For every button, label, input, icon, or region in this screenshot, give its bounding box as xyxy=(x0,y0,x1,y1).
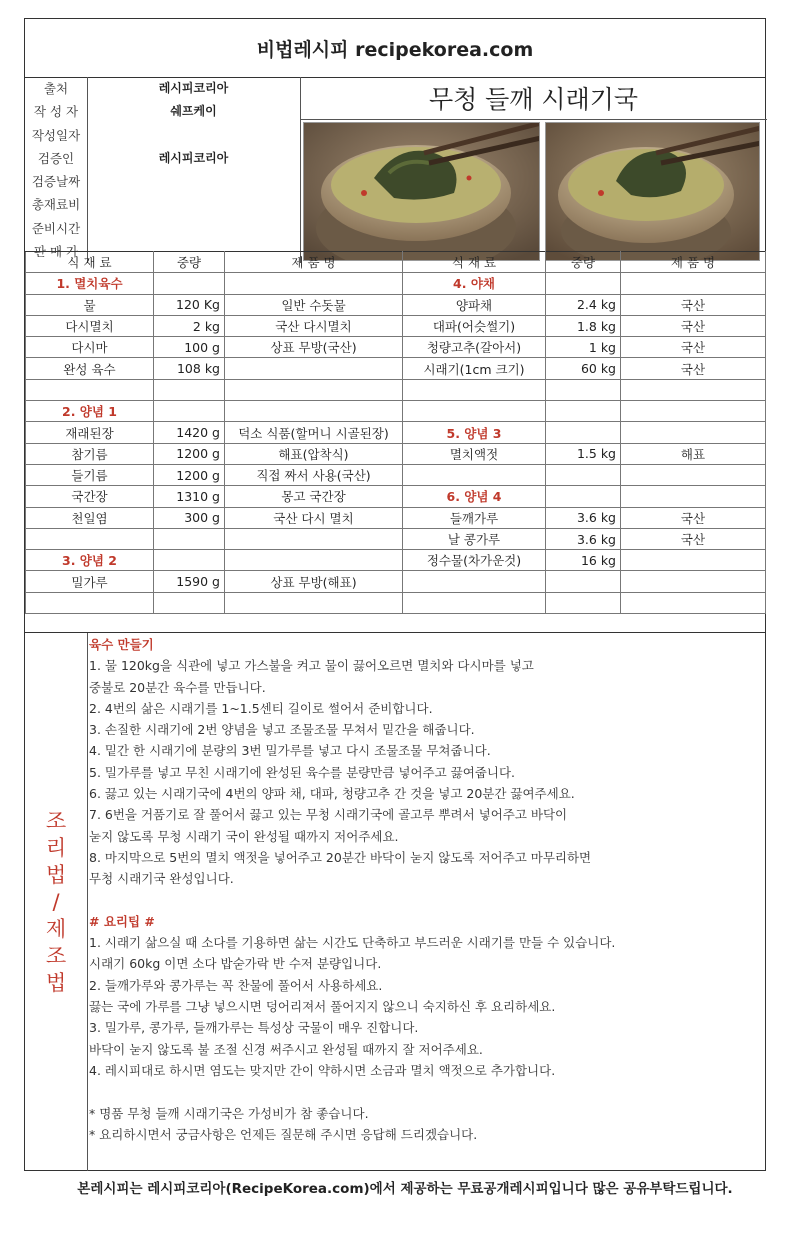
ingredient-product: 국산 다시멸치 xyxy=(225,315,403,336)
meta-label: 작성일자 xyxy=(31,127,81,143)
ingredient-qty: 3.6 kg xyxy=(546,528,621,549)
ingredient-name: 재래된장 xyxy=(26,422,154,443)
meta-value xyxy=(87,193,300,216)
method-section xyxy=(25,632,765,1171)
method-label-char: 법 xyxy=(45,862,67,887)
meta-label: 검증인 xyxy=(37,150,75,166)
ingredient-qty: 1200 g xyxy=(154,464,225,485)
meta-label: 판 매 가 xyxy=(33,243,79,259)
ingredient-product: 해표(압착식) xyxy=(225,443,403,464)
section-heading: 4. 야채 xyxy=(403,273,546,294)
method-label-char: 조 xyxy=(45,808,67,833)
ingredient-product xyxy=(621,550,766,571)
ingredient-qty: 100 g xyxy=(154,337,225,358)
method-label-char: 법 xyxy=(45,970,67,995)
ingredient-qty: 1200 g xyxy=(154,443,225,464)
method-line: 4. 레시피대로 하시면 염도는 맞지만 간이 약하시면 소금과 멸치 액젓으로 추가합니다. xyxy=(89,1062,556,1078)
meta-label: 총재료비 xyxy=(31,197,81,213)
ingredient-product: 국산 다시 멸치 xyxy=(225,507,403,528)
table-row xyxy=(26,315,766,336)
table-row xyxy=(26,401,766,422)
ingredient-name: 밀가루 xyxy=(26,571,154,592)
ingredient-qty: 1590 g xyxy=(154,571,225,592)
ingredient-qty xyxy=(546,592,621,613)
table-row xyxy=(26,443,766,464)
ingredient-product: 국산 xyxy=(621,315,766,336)
method-line: 시래기 60kg 이면 소다 밥숟가락 반 수저 분량입니다. xyxy=(89,956,382,972)
method-line: 1. 물 120kg을 식관에 넣고 가스불을 켜고 물이 끓어오르면 멸치와 다시마를 넣고 xyxy=(89,658,534,674)
footer-note: 본레시피는 레시피코리아(RecipeKorea.com)에서 제공하는 무료공개레시피입니다 많은 공유부탁드립니다. xyxy=(77,1181,733,1197)
ingredient-qty xyxy=(154,550,225,571)
ingredient-name xyxy=(403,592,546,613)
ingredient-name: 양파채 xyxy=(403,294,546,315)
ingredient-name: 들깨가루 xyxy=(403,507,546,528)
ingredient-qty xyxy=(546,422,621,443)
ingredient-product: 직접 짜서 사용(국산) xyxy=(225,464,403,485)
table-row xyxy=(26,528,766,549)
ingredient-product xyxy=(621,401,766,422)
method-label xyxy=(25,633,88,1171)
ingredient-product xyxy=(621,273,766,294)
ingredient-product xyxy=(621,422,766,443)
column-header: 제 품 명 xyxy=(225,252,403,273)
ingredient-name: 들기름 xyxy=(26,464,154,485)
method-line: 8. 마지막으로 5번의 멸치 액젓을 넣어주고 20분간 바닥이 눋지 않도록 저어주고 마무리하면 xyxy=(89,849,592,865)
method-line: 5. 밀가루를 넣고 무친 시래기에 완성된 육수를 분량만큼 넣어주고 끓여줍니다. xyxy=(89,764,515,780)
section-heading: 2. 양념 1 xyxy=(26,401,154,422)
method-line: 3. 손질한 시래기에 2번 양념을 넣고 조물조물 무쳐서 밑간을 해줍니다. xyxy=(89,722,475,738)
meta-labels xyxy=(25,77,88,263)
ingredient-qty xyxy=(546,273,621,294)
table-row xyxy=(26,273,766,294)
section-heading: 5. 양념 3 xyxy=(403,422,546,443)
table-row xyxy=(26,592,766,613)
table-row xyxy=(26,337,766,358)
ingredient-name: 날 콩가루 xyxy=(403,528,546,549)
table-row xyxy=(26,486,766,507)
ingredient-name: 정수물(차가운것) xyxy=(403,550,546,571)
ingredient-name xyxy=(26,379,154,400)
meta-value xyxy=(87,124,300,147)
ingredient-qty: 108 kg xyxy=(154,358,225,379)
ingredient-product: 국산 xyxy=(621,294,766,315)
method-line: 4. 밑간 한 시래기에 분량의 3번 밀가루를 넣고 다시 조물조물 무쳐줍니다. xyxy=(89,743,491,759)
ingredient-name xyxy=(403,464,546,485)
meta-value: 쉐프케이 xyxy=(170,104,217,119)
method-label-char: / xyxy=(52,889,60,914)
meta-value: 레시피코리아 xyxy=(158,150,229,165)
table-row xyxy=(26,464,766,485)
ingredient-qty: 3.6 kg xyxy=(546,507,621,528)
ingredient-product xyxy=(621,464,766,485)
method-body xyxy=(89,634,759,1145)
ingredient-name: 대파(어슷썰기) xyxy=(403,315,546,336)
ingredient-product: 국산 xyxy=(621,337,766,358)
method-line: 1. 시래기 삶으실 때 소다를 기용하면 삶는 시간도 단축하고 부드러운 시래기를 만들 수 있습니다. xyxy=(89,935,616,951)
ingredient-product: 몽고 국간장 xyxy=(225,486,403,507)
ingredient-product xyxy=(225,550,403,571)
ingredient-product xyxy=(225,401,403,422)
ingredient-qty xyxy=(546,401,621,422)
method-label-char: 조 xyxy=(45,943,67,968)
column-header: 식 재 료 xyxy=(26,252,154,273)
ingredient-product xyxy=(621,486,766,507)
ingredient-product xyxy=(621,571,766,592)
ingredient-name xyxy=(403,571,546,592)
ingredient-qty: 2.4 kg xyxy=(546,294,621,315)
ingredient-product: 덕소 식품(할머니 시골된장) xyxy=(225,422,403,443)
meta-label: 출처 xyxy=(43,81,69,96)
meta-values xyxy=(87,77,301,263)
ingredient-qty xyxy=(154,528,225,549)
ingredient-product xyxy=(225,528,403,549)
ingredient-qty xyxy=(154,379,225,400)
table-row xyxy=(26,550,766,571)
ingredient-name: 국간장 xyxy=(26,486,154,507)
recipe-sheet xyxy=(24,18,766,1171)
table-row xyxy=(26,294,766,315)
method-line: 중불로 20분간 육수를 만듭니다. xyxy=(89,679,266,695)
ingredient-product xyxy=(225,379,403,400)
method-line: 무청 시래기국 완성입니다. xyxy=(89,871,234,887)
method-heading: 육수 만들기 xyxy=(89,637,154,652)
ingredient-qty: 1.8 kg xyxy=(546,315,621,336)
ingredient-qty xyxy=(154,592,225,613)
table-row xyxy=(26,358,766,379)
ingredient-qty xyxy=(154,401,225,422)
method-line: * 명품 무청 들깨 시래기국은 가성비가 참 좋습니다. xyxy=(89,1105,369,1121)
method-label-char: 리 xyxy=(45,835,67,860)
ingredient-name xyxy=(26,592,154,613)
ingredient-table xyxy=(25,251,766,614)
ingredient-product xyxy=(225,358,403,379)
meta-label: 준비시간 xyxy=(31,220,81,236)
ingredient-product xyxy=(225,592,403,613)
column-header: 식 재 료 xyxy=(403,252,546,273)
ingredient-qty: 1 kg xyxy=(546,337,621,358)
method-line: 눋지 않도록 무청 시래기 국이 완성될 때까지 저어주세요. xyxy=(89,828,399,844)
ingredient-name xyxy=(403,401,546,422)
column-header: 중량 xyxy=(546,252,621,273)
soup-photo-2 xyxy=(545,122,760,261)
method-line: 6. 끓고 있는 시래기국에 4번의 양파 채, 대파, 청량고추 간 것을 넣고 20분간 끓여주세요. xyxy=(89,786,575,802)
ingredient-product: 해표 xyxy=(621,443,766,464)
method-line: * 요리하시면서 궁금사항은 언제든 질문해 주시면 응답해 드리겠습니다. xyxy=(89,1126,478,1142)
section-heading: 3. 양념 2 xyxy=(26,550,154,571)
ingredient-name: 완성 육수 xyxy=(26,358,154,379)
ingredient-qty: 2 kg xyxy=(154,315,225,336)
ingredient-product xyxy=(621,379,766,400)
recipe-title: 무청 들깨 시래기국 xyxy=(300,77,767,120)
ingredient-qty xyxy=(546,379,621,400)
ingredient-qty: 1420 g xyxy=(154,422,225,443)
meta-label: 작 성 자 xyxy=(33,104,79,120)
ingredient-qty xyxy=(546,486,621,507)
ingredient-product: 국산 xyxy=(621,358,766,379)
ingredient-qty: 1.5 kg xyxy=(546,443,621,464)
soup-photo-1 xyxy=(303,122,540,261)
ingredient-qty: 300 g xyxy=(154,507,225,528)
ingredient-name: 멸치액젓 xyxy=(403,443,546,464)
ingredient-product xyxy=(225,273,403,294)
ingredient-name xyxy=(403,379,546,400)
method-line: 7. 6번을 거품기로 잘 풀어서 끓고 있는 무청 시래기국에 골고루 뿌려서 넣어주고 바닥이 xyxy=(89,807,568,823)
method-line: 2. 들깨가루와 콩가루는 꼭 찬물에 풀어서 사용하세요. xyxy=(89,977,383,993)
ingredient-name xyxy=(26,528,154,549)
ingredient-name: 시래기(1cm 크기) xyxy=(403,358,546,379)
ingredient-product: 상표 무방(국산) xyxy=(225,337,403,358)
ingredient-name: 다시마 xyxy=(26,337,154,358)
method-heading: # 요리팁 # xyxy=(89,913,155,929)
method-label-char: 제 xyxy=(45,916,67,941)
meta-value xyxy=(87,217,300,240)
column-header: 중량 xyxy=(154,252,225,273)
ingredient-qty: 60 kg xyxy=(546,358,621,379)
ingredient-name: 청량고추(갈아서) xyxy=(403,337,546,358)
table-header-row xyxy=(26,252,766,273)
method-line: 3. 밀가루, 콩가루, 들깨가루는 특성상 국물이 매우 진합니다. xyxy=(89,1020,419,1036)
method-line: 끓는 국에 가루를 그냥 넣으시면 덩어리져서 풀어지지 않으니 숙지하신 후 요리하세요. xyxy=(89,999,556,1015)
method-line: 2. 4번의 삶은 시래기를 1~1.5센티 길이로 썰어서 준비합니다. xyxy=(89,700,433,716)
meta-label: 검증날짜 xyxy=(31,174,81,189)
meta-value xyxy=(87,170,300,193)
ingredient-qty xyxy=(546,571,621,592)
ingredient-name: 천일염 xyxy=(26,507,154,528)
meta-value: 레시피코리아 xyxy=(158,81,229,95)
ingredient-name: 다시멸치 xyxy=(26,315,154,336)
method-line: 바닥이 눋지 않도록 불 조절 신경 써주시고 완성될 때까지 잘 저어주세요. xyxy=(89,1041,483,1057)
section-heading: 6. 양념 4 xyxy=(403,486,546,507)
section-heading: 1. 멸치육수 xyxy=(26,273,154,294)
ingredient-qty: 16 kg xyxy=(546,550,621,571)
ingredient-product: 일반 수돗물 xyxy=(225,294,403,315)
ingredient-qty: 1310 g xyxy=(154,486,225,507)
method-line xyxy=(89,1081,759,1102)
table-row xyxy=(26,379,766,400)
ingredient-qty xyxy=(154,273,225,294)
table-row xyxy=(26,422,766,443)
ingredient-product: 국산 xyxy=(621,507,766,528)
ingredient-product: 국산 xyxy=(621,528,766,549)
ingredient-qty: 120 Kg xyxy=(154,294,225,315)
table-row xyxy=(26,571,766,592)
ingredient-product: 상표 무방(해표) xyxy=(225,571,403,592)
ingredient-qty xyxy=(546,464,621,485)
method-line xyxy=(89,890,759,911)
ingredient-name: 참기름 xyxy=(26,443,154,464)
column-header: 제 품 명 xyxy=(621,252,766,273)
table-row xyxy=(26,507,766,528)
ingredient-product xyxy=(621,592,766,613)
site-header: 비법레시피 recipekorea.com xyxy=(25,19,765,78)
ingredient-name: 물 xyxy=(26,294,154,315)
